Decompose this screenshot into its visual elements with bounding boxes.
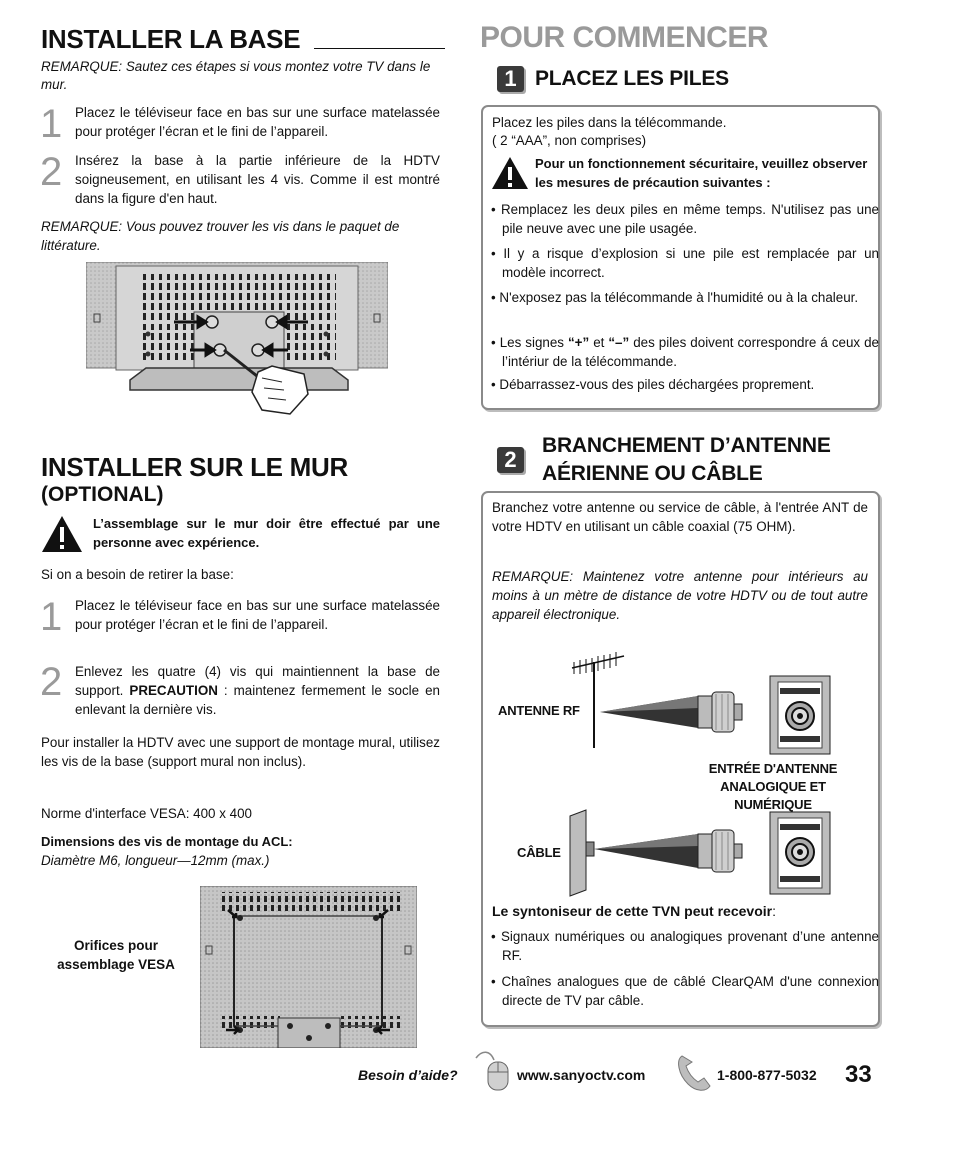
antenna-note: REMARQUE: Maintenez votre antenne pour intérieurs au moins à un mètre de distance de votre HDTV ou de tout autre appareil électronique. bbox=[492, 569, 868, 622]
section2-title-line1: BRANCHEMENT D’ANTENNE bbox=[542, 434, 831, 457]
install-step-1-text: Placez le téléviseur face en bas sur une surface matelassée pour protéger l’écran et le fini de l’appareil. bbox=[75, 105, 440, 139]
battery-bullet-4: • Les signes “+” et “–” des piles doivent correspondre á ceux de l’intériur de la télécommande. bbox=[491, 335, 879, 369]
install-base-note1: REMARQUE: Sautez ces étapes si vous montez votre TV dans le mur. bbox=[41, 59, 431, 92]
install-base-title: INSTALLER LA BASE bbox=[41, 24, 301, 54]
install-step-1-number: 1 bbox=[40, 102, 63, 146]
install-step-2-number: 2 bbox=[40, 150, 63, 194]
footer-help: Besoin d’aide? bbox=[358, 1067, 458, 1083]
phone-icon bbox=[674, 1050, 714, 1094]
antenna-intro: Branchez votre antenne ou service de câble, à l'entrée ANT de votre HDTV en utilisant un câble coaxial (75 OHM). bbox=[492, 500, 868, 534]
title-rule bbox=[314, 48, 445, 49]
warning-icon bbox=[491, 155, 529, 191]
wall-mount-text: Pour installer la HDTV avec une support de montage mural, utilisez les vis de la base (support mural non inclus). bbox=[41, 735, 440, 769]
tuner-bullet-1: • Signaux numériques ou analogiques provenant d’une antenne RF. bbox=[491, 929, 879, 963]
batteries-intro-1: Placez les piles dans la télécommande. bbox=[492, 115, 727, 130]
page-number: 33 bbox=[845, 1061, 872, 1088]
antenna-rf-illustration bbox=[566, 648, 836, 758]
screws-title: Dimensions des vis de montage du ACL: bbox=[41, 834, 293, 849]
battery-bullet-1: • Remplacez les deux piles en même temps. N'utilisez pas une pile neuve avec une pile usagée. bbox=[491, 202, 879, 236]
step-badge-2: 2 bbox=[497, 447, 524, 473]
label-cable: CÂBLE bbox=[517, 845, 561, 860]
pour-commencer-title: POUR COMMENCER bbox=[480, 21, 769, 54]
wall-title: INSTALLER SUR LE MUR bbox=[41, 452, 348, 482]
install-step-2-text: Insérez la base à la partie inférieure de la HDTV soigneusement, en utilisant les 4 vis. Comme il est montré dans la figure d'en haut. bbox=[75, 153, 440, 206]
wall-step-2-number: 2 bbox=[40, 660, 63, 704]
tuner-bullet-2: • Chaînes analogues que de câblé ClearQAM d'une connexion directe de TV par câble. bbox=[491, 974, 879, 1008]
vesa-illustration bbox=[200, 886, 417, 1048]
tuner-title: Le syntoniseur de cette TVN peut recevoir: bbox=[492, 903, 776, 919]
wall-subtitle: (OPTIONAL) bbox=[41, 483, 164, 506]
batteries-intro-2: ( 2 “AAA”, non comprises) bbox=[492, 133, 647, 148]
wall-step-2-text: Enlevez les quatre (4) vis qui maintiennent la base de support. PRECAUTION : maintenez fermement le socle en enlevant la dernière vis. bbox=[75, 664, 440, 717]
batteries-warning: Pour un fonctionnement sécuritaire, veuillez observer les mesures de précaution suivantes : bbox=[535, 156, 868, 190]
vesa-label: Orifices pour assemblage VESA bbox=[57, 938, 175, 972]
screws-text: Diamètre M6, longueur—12mm (max.) bbox=[41, 853, 270, 868]
install-base-note2: REMARQUE: Vous pouvez trouver les vis dans le paquet de littérature. bbox=[41, 219, 400, 253]
battery-bullet-2: • Il y a risque d’explosion si une pile est remplacée par un modèle incorrect. bbox=[491, 246, 879, 280]
footer-url[interactable]: www.sanyoctv.com bbox=[517, 1067, 646, 1083]
battery-bullet-5: • Débarrassez-vous des piles déchargées proprement. bbox=[491, 377, 815, 392]
footer-phone: 1-800-877-5032 bbox=[717, 1067, 817, 1083]
label-antenne-rf: ANTENNE RF bbox=[498, 703, 580, 718]
base-install-illustration bbox=[86, 262, 388, 418]
wall-intro: Si on a besoin de retirer la base: bbox=[41, 567, 234, 582]
mouse-icon bbox=[472, 1048, 512, 1092]
warning-icon bbox=[41, 514, 83, 554]
wall-step-1-number: 1 bbox=[40, 595, 63, 639]
section2-title-line2: AÉRIENNE OU CÂBLE bbox=[542, 462, 763, 485]
cable-illustration bbox=[566, 806, 836, 898]
wall-step-1-text: Placez le téléviseur face en bas sur une surface matelassée pour protéger l’écran et le fini de l’appareil. bbox=[75, 598, 440, 632]
step-badge-1: 1 bbox=[497, 66, 524, 92]
vesa-spec: Norme d'interface VESA: 400 x 400 bbox=[41, 806, 252, 821]
wall-warning: L’assemblage sur le mur doir être effectué par une personne avec expérience. bbox=[93, 516, 440, 550]
battery-bullet-3: • N'exposez pas la télécommande à l'humidité ou à la chaleur. bbox=[491, 290, 859, 305]
section1-title: PLACEZ LES PILES bbox=[535, 67, 729, 90]
label-antenna-input: ENTRÉE D'ANTENNE ANALOGIQUE ET NUMÉRIQUE bbox=[708, 761, 838, 812]
